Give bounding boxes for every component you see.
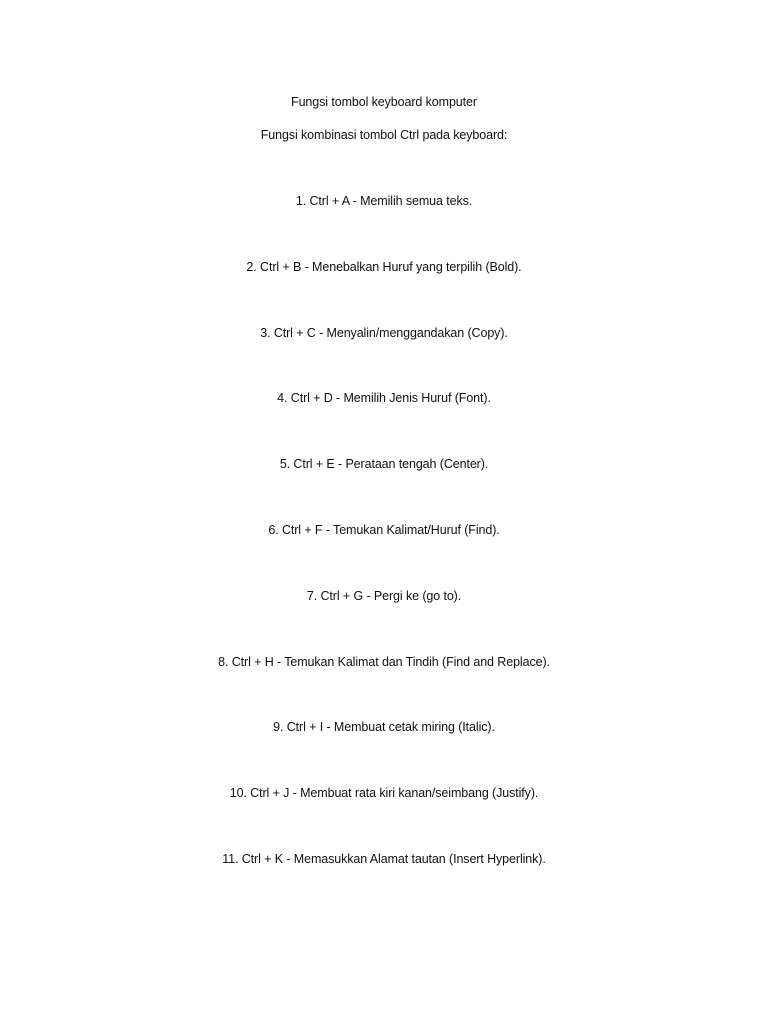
shortcut-item-ctrl-g: 7. Ctrl + G - Pergi ke (go to).: [306, 589, 462, 603]
shortcut-item-ctrl-j: 10. Ctrl + J - Membuat rata kiri kanan/seimbang (Justify).: [229, 786, 539, 800]
shortcut-item-ctrl-f: 6. Ctrl + F - Temukan Kalimat/Huruf (Find).: [268, 523, 500, 537]
shortcut-item-ctrl-h: 8. Ctrl + H - Temukan Kalimat dan Tindih (Find and Replace).: [218, 655, 550, 669]
shortcut-item-ctrl-d: 4. Ctrl + D - Memilih Jenis Huruf (Font).: [277, 391, 491, 405]
shortcut-item-ctrl-k: 11. Ctrl + K - Memasukkan Alamat tautan (Insert Hyperlink).: [222, 852, 546, 866]
shortcut-item-ctrl-e: 5. Ctrl + E - Perataan tengah (Center).: [279, 457, 489, 471]
document-title: Fungsi tombol keyboard komputer: [291, 95, 477, 109]
shortcut-item-ctrl-i: 9. Ctrl + I - Membuat cetak miring (Italic).: [273, 720, 495, 734]
shortcut-item-ctrl-a: 1. Ctrl + A - Memilih semua teks.: [295, 194, 473, 208]
shortcut-item-ctrl-b: 2. Ctrl + B - Menebalkan Huruf yang terpilih (Bold).: [246, 260, 522, 274]
shortcut-item-ctrl-c: 3. Ctrl + C - Menyalin/menggandakan (Copy).: [260, 326, 508, 340]
document-subtitle: Fungsi kombinasi tombol Ctrl pada keyboard:: [260, 128, 508, 142]
